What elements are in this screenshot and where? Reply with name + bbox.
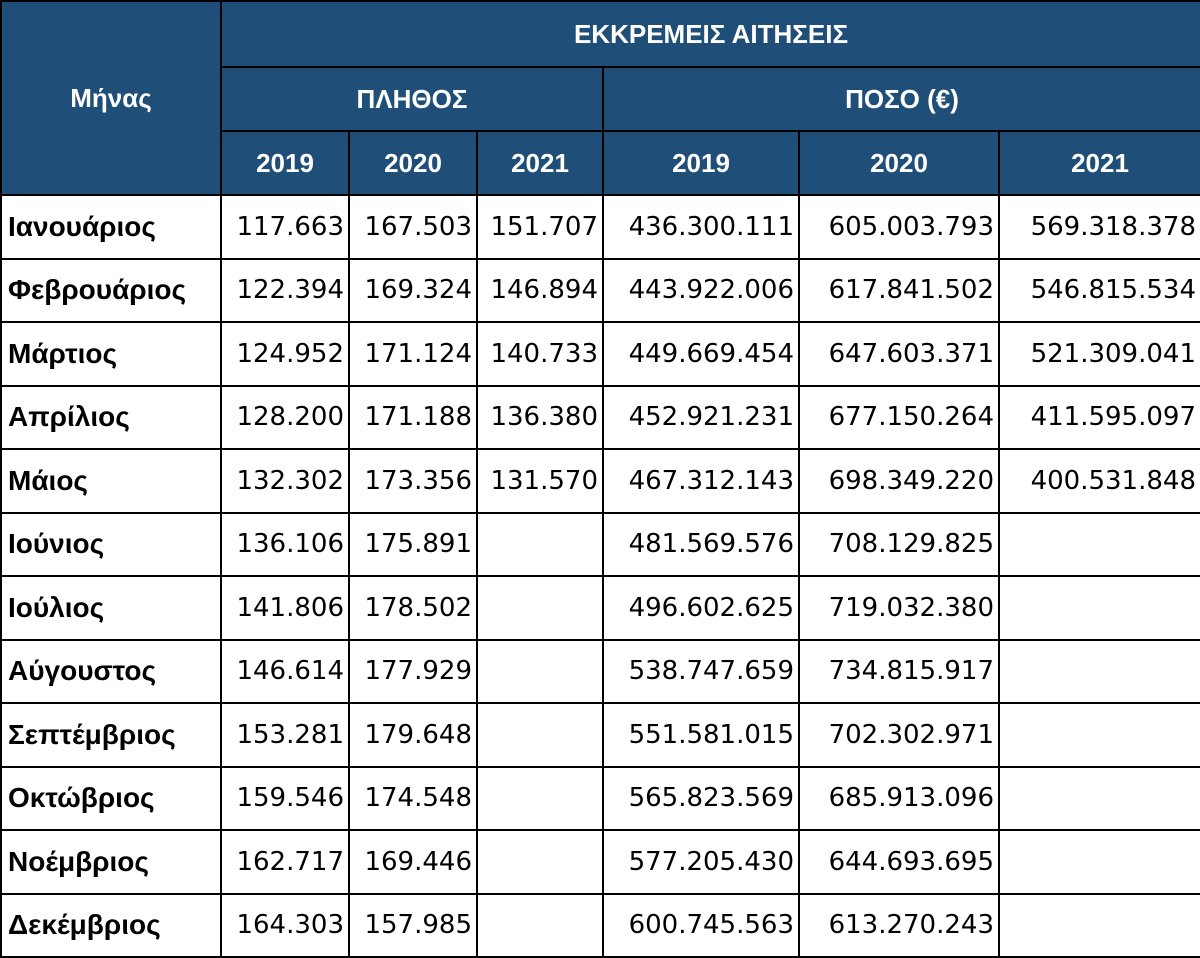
count-cell[interactable]: 151.707 [477,195,603,259]
amount-cell[interactable] [999,513,1200,577]
count-cell[interactable]: 159.546 [221,767,349,831]
year-header-amount-2021[interactable]: 2021 [999,131,1200,195]
month-cell[interactable]: Φεβρουάριος [1,259,221,323]
amount-cell[interactable]: 644.693.695 [799,830,999,894]
count-cell[interactable] [477,894,603,958]
count-cell[interactable]: 173.356 [349,449,477,513]
month-cell[interactable]: Απρίλιος [1,386,221,450]
count-cell[interactable]: 136.106 [221,513,349,577]
count-cell[interactable]: 167.503 [349,195,477,259]
count-cell[interactable]: 124.952 [221,322,349,386]
count-cell[interactable] [477,767,603,831]
amount-cell[interactable] [999,576,1200,640]
amount-cell[interactable] [999,767,1200,831]
amount-cell[interactable]: 647.603.371 [799,322,999,386]
count-cell[interactable]: 153.281 [221,703,349,767]
year-header-count-2019[interactable]: 2019 [221,131,349,195]
amount-cell[interactable]: 481.569.576 [603,513,799,577]
count-cell[interactable]: 175.891 [349,513,477,577]
amount-cell[interactable]: 708.129.825 [799,513,999,577]
count-cell[interactable]: 131.570 [477,449,603,513]
amount-cell[interactable] [999,703,1200,767]
count-cell[interactable]: 146.614 [221,640,349,704]
year-header-amount-2019[interactable]: 2019 [603,131,799,195]
amount-cell[interactable] [999,640,1200,704]
month-cell[interactable]: Ιούλιος [1,576,221,640]
table-row [1,449,1200,513]
amount-cell[interactable]: 411.595.097 [999,386,1200,450]
month-column-header[interactable]: Μήνας [1,1,221,195]
amount-cell[interactable]: 449.669.454 [603,322,799,386]
count-cell[interactable]: 132.302 [221,449,349,513]
table-body [1,195,1200,957]
count-cell[interactable]: 140.733 [477,322,603,386]
count-cell[interactable]: 178.502 [349,576,477,640]
table-row [1,894,1200,958]
count-cell[interactable]: 164.303 [221,894,349,958]
year-header-count-2021[interactable]: 2021 [477,131,603,195]
count-cell[interactable]: 169.324 [349,259,477,323]
table-row [1,830,1200,894]
table-row [1,322,1200,386]
month-cell[interactable]: Νοέμβριος [1,830,221,894]
count-cell[interactable]: 117.663 [221,195,349,259]
table-row [1,195,1200,259]
amount-cell[interactable]: 702.302.971 [799,703,999,767]
table-row [1,767,1200,831]
amount-cell[interactable]: 685.913.096 [799,767,999,831]
month-cell[interactable]: Μάιος [1,449,221,513]
table-row [1,703,1200,767]
pending-applications-group-header[interactable]: ΕΚΚΡΕΜΕΙΣ ΑΙΤΗΣΕΙΣ [221,1,1200,67]
year-header-count-2020[interactable]: 2020 [349,131,477,195]
count-cell[interactable]: 157.985 [349,894,477,958]
count-cell[interactable] [477,640,603,704]
count-cell[interactable]: 141.806 [221,576,349,640]
table-row [1,513,1200,577]
header-row-group [1,1,1200,67]
count-cell[interactable]: 179.648 [349,703,477,767]
amount-cell[interactable]: 551.581.015 [603,703,799,767]
count-cell[interactable]: 128.200 [221,386,349,450]
amount-cell[interactable] [999,830,1200,894]
count-cell[interactable]: 136.380 [477,386,603,450]
count-cell[interactable] [477,703,603,767]
amount-cell[interactable]: 569.318.378 [999,195,1200,259]
amount-cell[interactable]: 577.205.430 [603,830,799,894]
count-cell[interactable]: 122.394 [221,259,349,323]
amount-cell[interactable]: 677.150.264 [799,386,999,450]
amount-cell[interactable]: 565.823.569 [603,767,799,831]
amount-cell[interactable]: 436.300.111 [603,195,799,259]
amount-cell[interactable]: 538.747.659 [603,640,799,704]
month-cell[interactable]: Αύγουστος [1,640,221,704]
count-cell[interactable]: 169.446 [349,830,477,894]
amount-group-header[interactable]: ΠΟΣΟ (€) [603,67,1200,131]
table-header [1,1,1200,195]
amount-cell[interactable]: 496.602.625 [603,576,799,640]
amount-cell[interactable]: 617.841.502 [799,259,999,323]
amount-cell[interactable]: 600.745.563 [603,894,799,958]
count-cell[interactable]: 174.548 [349,767,477,831]
table-row [1,259,1200,323]
table-row [1,640,1200,704]
year-header-amount-2020[interactable]: 2020 [799,131,999,195]
count-cell[interactable]: 171.124 [349,322,477,386]
month-cell[interactable]: Σεπτέμβριος [1,703,221,767]
count-cell[interactable] [477,830,603,894]
amount-cell[interactable]: 443.922.006 [603,259,799,323]
amount-cell[interactable]: 546.815.534 [999,259,1200,323]
amount-cell[interactable] [999,894,1200,958]
count-cell[interactable]: 146.894 [477,259,603,323]
amount-cell[interactable]: 613.270.243 [799,894,999,958]
month-cell[interactable]: Ιούνιος [1,513,221,577]
amount-cell[interactable]: 467.312.143 [603,449,799,513]
count-cell[interactable]: 177.929 [349,640,477,704]
month-cell[interactable]: Ιανουάριος [1,195,221,259]
count-cell[interactable] [477,513,603,577]
amount-cell[interactable]: 734.815.917 [799,640,999,704]
month-cell[interactable]: Οκτώβριος [1,767,221,831]
count-cell[interactable]: 162.717 [221,830,349,894]
month-cell[interactable]: Δεκέμβριος [1,894,221,958]
amount-cell[interactable]: 719.032.380 [799,576,999,640]
amount-cell[interactable]: 698.349.220 [799,449,999,513]
amount-cell[interactable]: 452.921.231 [603,386,799,450]
table-row [1,386,1200,450]
count-cell[interactable] [477,576,603,640]
month-cell[interactable]: Μάρτιος [1,322,221,386]
amount-cell[interactable]: 521.309.041 [999,322,1200,386]
table-row [1,576,1200,640]
amount-cell[interactable]: 400.531.848 [999,449,1200,513]
amount-cell[interactable]: 605.003.793 [799,195,999,259]
count-group-header[interactable]: ΠΛΗΘΟΣ [221,67,603,131]
count-cell[interactable]: 171.188 [349,386,477,450]
